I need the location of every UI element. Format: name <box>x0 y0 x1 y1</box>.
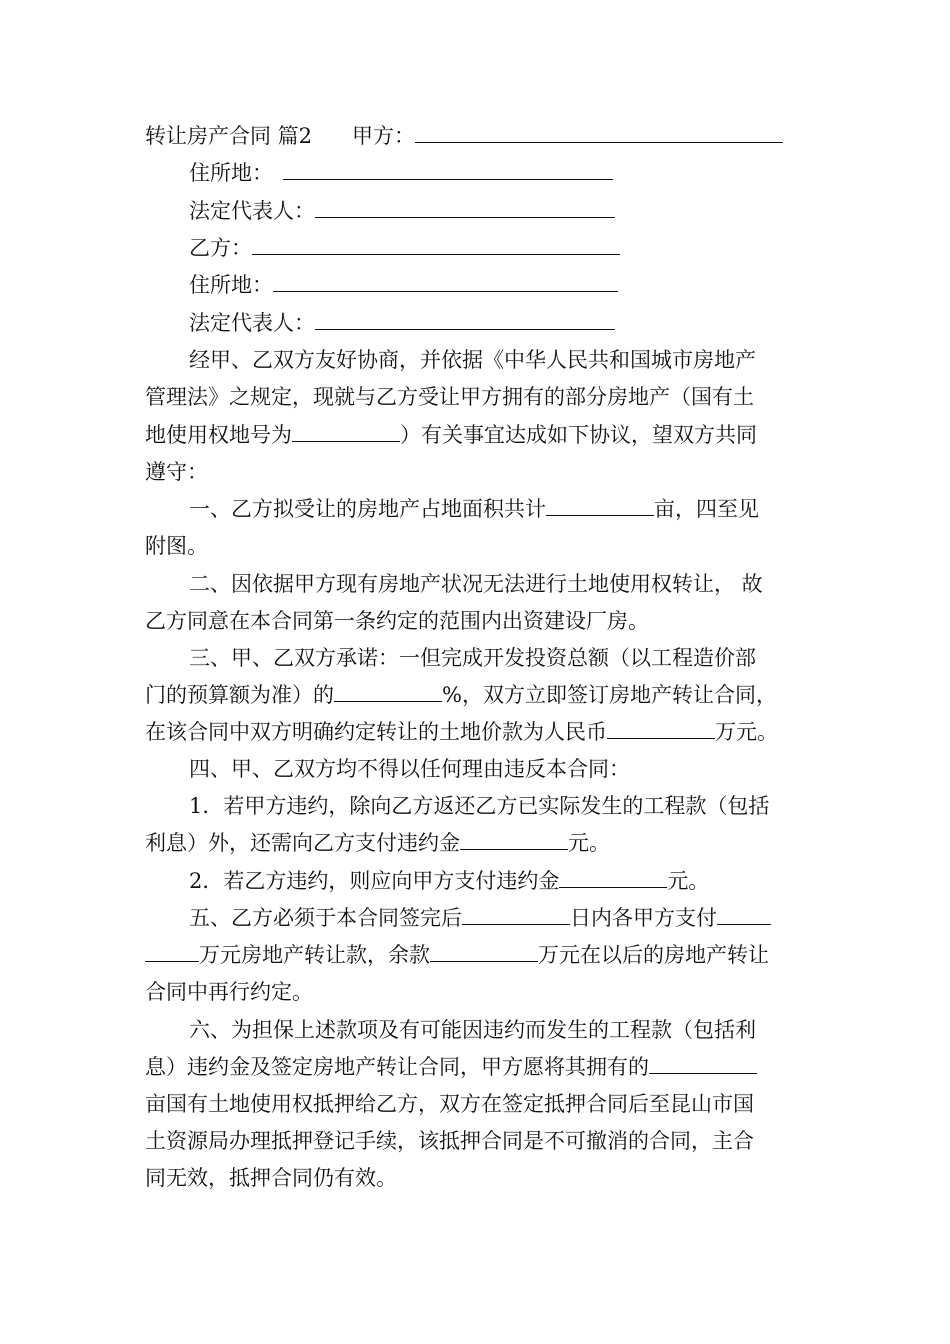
clause1-line-1: 一、乙方拟受让的房地产占地面积共计 亩，四至见 <box>189 497 759 521</box>
clause4-item1-line-2: 利息）外，还需向乙方支付违约金 元。 <box>145 831 610 855</box>
party-b-line <box>189 233 620 263</box>
document-title: 转让房产合同 篇2 <box>145 124 313 148</box>
party-b-rep-line <box>189 308 615 338</box>
clause6-line-2: 息）违约金及签定房地产转让合同，甲方愿将其拥有的 <box>145 1052 757 1082</box>
penalty-a-blank[interactable] <box>460 829 568 850</box>
clause3-line-3: 在该合同中双方明确约定转让的土地价款为人民币 万元。 <box>145 720 778 744</box>
party-a-address-line <box>189 158 613 188</box>
clause1-line-2: 附图。 <box>145 534 208 558</box>
party-b-address-line <box>189 270 618 300</box>
clause6-line-3: 亩国有土地使用权抵押给乙方，双方在签定抵押合同后至昆山市国 <box>145 1092 754 1116</box>
party-a-label: 甲方： <box>352 124 416 148</box>
party-b-address-label: 住所地： <box>189 273 273 297</box>
land-number-blank[interactable] <box>292 421 400 442</box>
percent-blank[interactable] <box>334 681 442 702</box>
clause3-line-2: 门的预算额为准）的 %，双方立即签订房地产转让合同， <box>145 683 777 707</box>
party-a-rep-blank[interactable] <box>315 197 615 218</box>
price-blank[interactable] <box>607 718 715 739</box>
clause6-line-4: 土资源局办理抵押登记手续，该抵押合同是不可撤消的合同，主合 <box>145 1129 754 1153</box>
payment-blank-part2[interactable] <box>145 941 199 962</box>
party-a-blank[interactable] <box>415 122 783 143</box>
party-b-address-blank[interactable] <box>273 271 618 292</box>
clause5-line-3: 合同中再行约定。 <box>145 980 313 1004</box>
days-blank[interactable] <box>462 904 570 925</box>
clause4-item1-line-1: 1．若甲方违约，除向乙方返还乙方已实际发生的工程款（包括 <box>189 794 770 818</box>
clause5-line-1: 五、乙方必须于本合同签完后 日内各甲方支付 <box>189 903 771 933</box>
clause2-line-1: 二、因依据甲方现有房地产状况无法进行土地使用权转让， 故 <box>189 572 763 596</box>
payment-blank-part1[interactable] <box>717 904 771 925</box>
mortgage-area-blank[interactable] <box>649 1053 757 1074</box>
party-a-rep-label: 法定代表人： <box>189 199 315 223</box>
party-b-rep-blank[interactable] <box>315 309 615 330</box>
header-line <box>145 121 783 151</box>
party-b-label: 乙方： <box>189 236 252 260</box>
party-a-rep-line <box>189 196 615 226</box>
preamble-line-3: 地使用权地号为 ）有关事宜达成如下协议，望双方共同 <box>145 423 757 447</box>
preamble-line-4: 遵守： <box>145 460 208 484</box>
clause6-line-5: 同无效，抵押合同仍有效。 <box>145 1166 397 1190</box>
clause4-intro: 四、甲、乙双方均不得以任何理由违反本合同： <box>189 757 630 781</box>
party-a-address-label: 住所地： <box>189 161 273 185</box>
party-b-rep-label: 法定代表人： <box>189 311 315 335</box>
preamble-line-2: 管理法》之规定，现就与乙方受让甲方拥有的部分房地产（国有土 <box>145 385 754 409</box>
clause2-line-2: 乙方同意在本合同第一条约定的范围内出资建设厂房。 <box>145 609 649 633</box>
preamble-line-1: 经甲、乙双方友好协商，并依据《中华人民共和国城市房地产 <box>189 348 756 372</box>
balance-blank[interactable] <box>430 941 538 962</box>
area-blank[interactable] <box>546 495 654 516</box>
clause5-line-2: 万元房地产转让款，余款 万元在以后的房地产转让 <box>145 940 769 970</box>
party-b-blank[interactable] <box>252 234 620 255</box>
clause3-line-1: 三、甲、乙双方承诺：一但完成开发投资总额（以工程造价部 <box>189 646 756 670</box>
party-a-address-blank[interactable] <box>283 159 613 180</box>
clause4-item2: 2．若乙方违约，则应向甲方支付违约金 元。 <box>189 869 710 893</box>
penalty-b-blank[interactable] <box>559 867 667 888</box>
clause6-line-1: 六、为担保上述款项及有可能因违约而发生的工程款（包括利 <box>189 1018 756 1042</box>
